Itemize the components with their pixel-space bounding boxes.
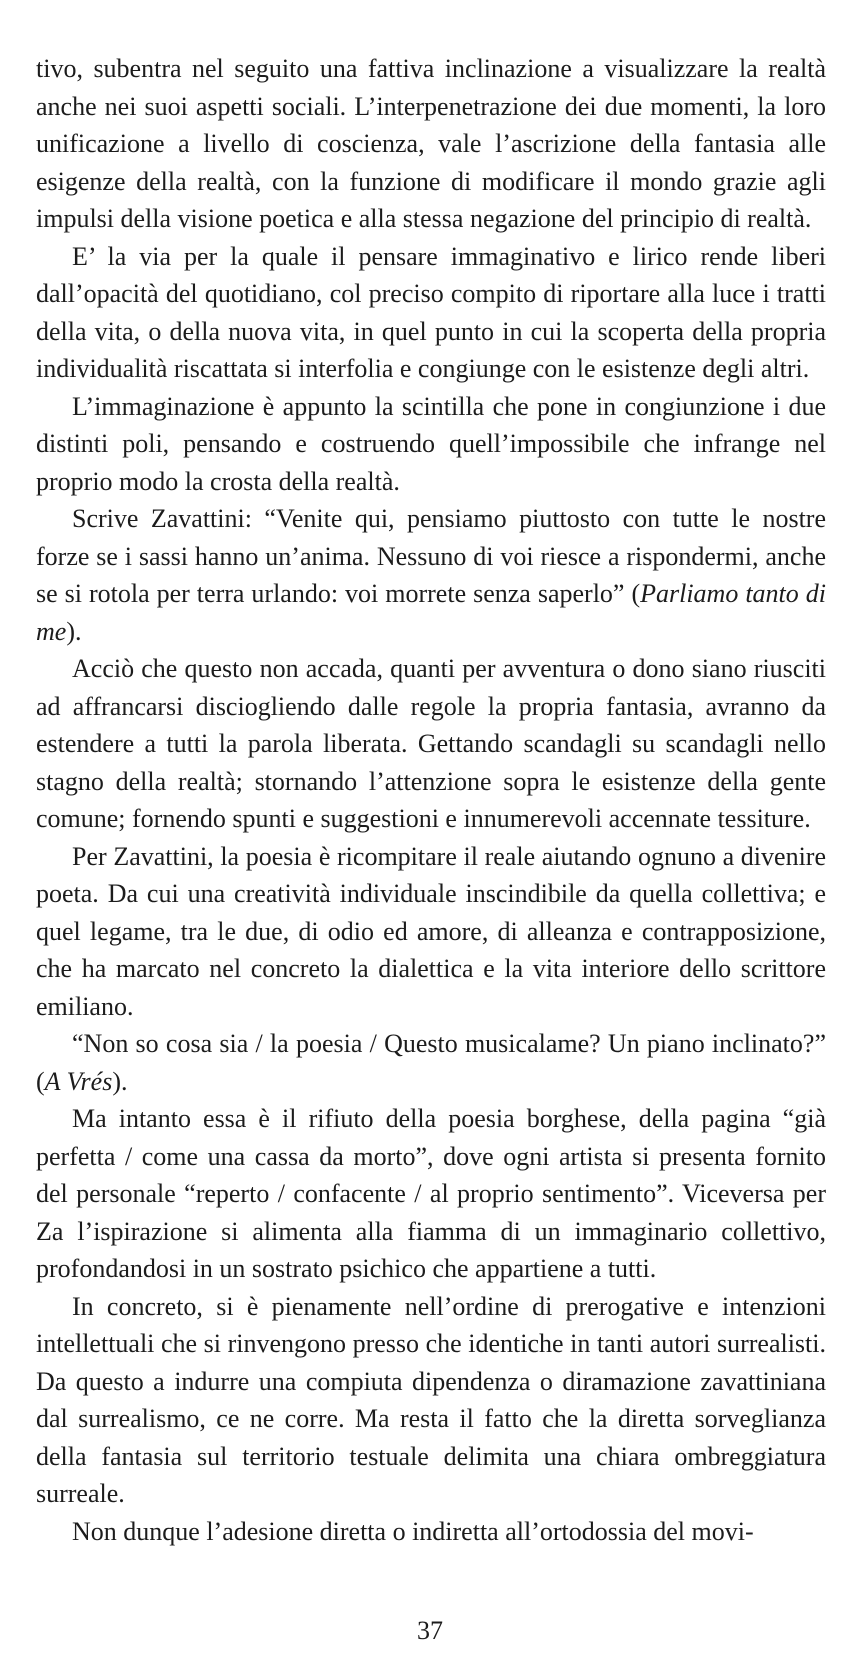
paragraph-8: Ma intanto essa è il rifiuto della poesia borghese, della pagina “già perfetta / come una cassa da morto”, dove ogni artista si presenta fornito del personale “reperto / confacente / al proprio sentimento”. Viceversa per Za l’ispirazione si alimenta alla fiamma di un immaginario collettivo, profondandosi in un sostrato psichico che appartiene a tutti. [36, 1104, 826, 1283]
page-body [36, 50, 826, 1550]
paragraph-3: L’immaginazione è appunto la scintilla che pone in congiunzione i due distinti poli, pensando e costruendo quell’impossibile che infrange nel proprio modo la crosta della realtà. [36, 391, 826, 496]
paragraph-10: Non dunque l’adesione diretta o indiretta all’ortodossia del movi- [72, 1516, 754, 1546]
paragraph-9: In concreto, si è pienamente nell’ordine di prerogative e intenzioni intellettuali che si rinvengono presso che identiche in tanti autori surrealisti. Da questo a indurre una compiuta dipendenza o diramazione zavattiniana dal surrealismo, ce ne corre. Ma resta il fatto che la diretta sorveglianza della fantasia sul territorio testuale delimita una chiara ombreggiatura surreale. [36, 1291, 826, 1508]
paragraph-6: Per Zavattini, la poesia è ricompitare il reale aiutando ognuno a divenire poeta. Da cui una creatività individuale inscindibile da quella collettiva; e quel legame, tra le due, di odio ed amore, di alleanza e contrapposizione, che ha marcato nel concreto la dialettica e la vita interiore dello scrittore emiliano. [36, 841, 826, 1021]
paragraph-5: Acciò che questo non accada, quanti per avventura o dono siano riusciti ad affrancarsi disciogliendo dalle regole la propria fantasia, avranno da estendere a tutti la parola liberata. Gettando scandagli su scandagli nello stagno della realtà; stornando l’attenzione sopra le esistenze della gente comune; fornendo spunti e suggestioni e innumerevoli accennate tessiture. [36, 654, 826, 833]
page-number: 37 [417, 1616, 443, 1645]
paragraph-7-title: A Vrés [44, 1066, 113, 1096]
paragraph-2: E’ la via per la quale il pensare immaginativo e lirico rende liberi dall’opacità del quotidiano, col preciso compito di riportare alla luce i tratti della vita, o della nuova vita, in quel punto in cui la scoperta della propria individualità riscattata si interfolia e congiunge con le esistenze degli altri. [36, 241, 826, 383]
paragraph-4-after: ). [66, 616, 82, 646]
paragraph-1: tivo, subentra nel seguito una fattiva inclinazione a visualizzare la realtà anche nei suoi aspetti sociali. L’interpenetrazione dei due momenti, la loro unificazione a livello di coscienza, vale l’ascrizione della fantasia alle esigenze della realtà, con la funzione di modificare il mondo grazie agli impulsi della visione poetica e alla stessa negazione del principio di realtà. [36, 54, 826, 233]
paragraph-7-text: “Non so cosa sia / la poesia / Questo musicalame? Un piano inclinato?” ( [36, 1029, 826, 1096]
paragraph-4-title: Parliamo tanto di me [36, 579, 826, 646]
paragraph-4-text: Scrive Zavattini: “Venite qui, pensiamo piuttosto con tutte le nostre forze se i sassi hanno un’anima. Nessuno di voi riesce a rispondermi, anche se si rotola per terra urlando: voi morrete senza saperlo” ( [36, 504, 826, 608]
paragraph-4 [36, 500, 826, 650]
paragraph-7-after: ). [112, 1066, 128, 1096]
paragraph-7 [36, 1025, 826, 1100]
